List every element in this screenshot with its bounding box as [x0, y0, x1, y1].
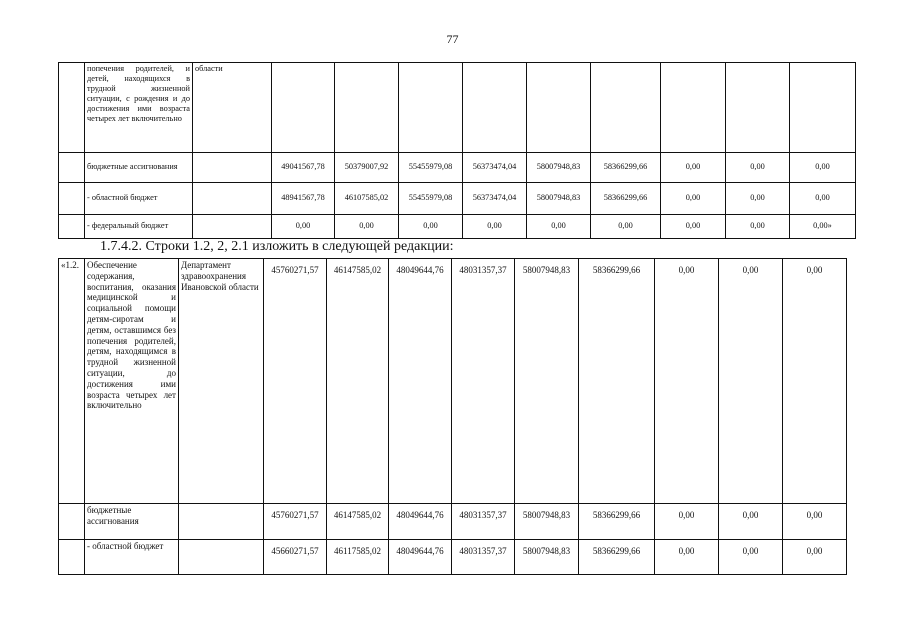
value-cell: 58007948,83 — [527, 153, 591, 183]
value-cell: 0,00 — [463, 215, 527, 239]
row-number-cell — [59, 63, 85, 153]
row-number-cell — [59, 153, 85, 183]
value-cell: 0,00 — [719, 504, 783, 540]
executor-cell — [179, 504, 264, 540]
table-row — [59, 153, 856, 183]
value-cell: 45760271,57 — [264, 504, 327, 540]
executor-cell — [193, 215, 272, 239]
value-cell: 48049644,76 — [389, 504, 452, 540]
row-label-cell: бюджетные ассигнования — [85, 153, 193, 183]
value-cell — [399, 63, 463, 153]
value-cell: 0,00 — [790, 153, 856, 183]
row-number-cell — [59, 215, 85, 239]
value-cell: 45760271,57 — [264, 259, 327, 504]
value-cell: 48049644,76 — [389, 259, 452, 504]
value-cell — [661, 63, 726, 153]
value-cell: 48941567,78 — [272, 183, 335, 215]
value-cell — [726, 63, 790, 153]
value-cell — [790, 63, 856, 153]
value-cell: 58007948,83 — [515, 504, 579, 540]
executor-cell — [193, 153, 272, 183]
value-cell: 46147585,02 — [327, 259, 389, 504]
row-label-cell: - областной бюджет — [85, 540, 179, 575]
table-row — [59, 215, 856, 239]
value-cell — [527, 63, 591, 153]
value-cell: 58007948,83 — [515, 540, 579, 575]
executor-cell: Департамент здравоохранения Ивановской области — [179, 259, 264, 504]
value-cell — [591, 63, 661, 153]
value-cell: 55455979,08 — [399, 183, 463, 215]
value-cell: 0,00 — [661, 183, 726, 215]
value-cell: 0,00 — [783, 504, 847, 540]
value-cell: 58366299,66 — [579, 540, 655, 575]
budget-table-continued — [58, 62, 856, 239]
value-cell: 0,00 — [655, 540, 719, 575]
value-cell: 0,00 — [726, 153, 790, 183]
value-cell — [272, 63, 335, 153]
value-cell: 48031357,37 — [452, 540, 515, 575]
value-cell: 46107585,02 — [335, 183, 399, 215]
value-cell: 0,00 — [719, 540, 783, 575]
value-cell: 0,00 — [655, 504, 719, 540]
row-label-cell: бюджетные ассигнования — [85, 504, 179, 540]
value-cell: 0,00 — [783, 259, 847, 504]
value-cell: 0,00 — [655, 259, 719, 504]
value-cell: 58366299,66 — [579, 259, 655, 504]
table-row — [59, 540, 847, 575]
value-cell: 0,00 — [272, 215, 335, 239]
row-name-cell: попечения родителей, и детей, находящихся в трудной жизненной ситуации, с рождения и до достижения ими возраста четырех лет включительно — [85, 63, 193, 153]
table-row — [59, 183, 856, 215]
page-number: 77 — [446, 32, 459, 46]
value-cell: 0,00 — [527, 215, 591, 239]
value-cell: 0,00 — [591, 215, 661, 239]
value-cell: 46147585,02 — [327, 504, 389, 540]
value-cell — [335, 63, 399, 153]
row-label-cell: - областной бюджет — [85, 183, 193, 215]
table-row — [59, 259, 847, 504]
value-cell: 45660271,57 — [264, 540, 327, 575]
value-cell: 48031357,37 — [452, 504, 515, 540]
value-cell: 58366299,66 — [591, 183, 661, 215]
value-cell: 55455979,08 — [399, 153, 463, 183]
value-cell: 58007948,83 — [527, 183, 591, 215]
value-cell: 58366299,66 — [579, 504, 655, 540]
row-number-cell — [59, 183, 85, 215]
value-cell: 48031357,37 — [452, 259, 515, 504]
value-cell: 0,00 — [790, 183, 856, 215]
value-cell: 56373474,04 — [463, 153, 527, 183]
value-cell: 0,00 — [719, 259, 783, 504]
value-cell: 0,00» — [790, 215, 856, 239]
executor-cell — [193, 183, 272, 215]
executor-cell: области — [193, 63, 272, 153]
value-cell: 0,00 — [726, 215, 790, 239]
value-cell: 58366299,66 — [591, 153, 661, 183]
table-row — [59, 63, 856, 153]
row-number-cell — [59, 540, 85, 575]
executor-cell — [179, 540, 264, 575]
value-cell: 49041567,78 — [272, 153, 335, 183]
row-label-cell: - федеральный бюджет — [85, 215, 193, 239]
value-cell: 0,00 — [335, 215, 399, 239]
value-cell: 46117585,02 — [327, 540, 389, 575]
table-row — [59, 504, 847, 540]
row-number-cell: «1.2. — [59, 259, 85, 504]
value-cell — [463, 63, 527, 153]
amendment-heading: 1.7.4.2. Строки 1.2, 2, 2.1 изложить в следующей редакции: — [100, 239, 454, 254]
value-cell: 48049644,76 — [389, 540, 452, 575]
row-name-cell: Обеспечение содержания, воспитания, оказания медицинской и социальной помощи детям-сиротам и детям, оставшимся без попечения родителей, детям, находящимся в трудной жизненной ситуации, до достижения ими возраста четырех лет включительно — [85, 259, 179, 504]
budget-table-new — [58, 258, 847, 575]
value-cell: 0,00 — [399, 215, 463, 239]
value-cell: 56373474,04 — [463, 183, 527, 215]
value-cell: 0,00 — [783, 540, 847, 575]
row-number-cell — [59, 504, 85, 540]
value-cell: 58007948,83 — [515, 259, 579, 504]
value-cell: 0,00 — [726, 183, 790, 215]
value-cell: 50379007,92 — [335, 153, 399, 183]
value-cell: 0,00 — [661, 153, 726, 183]
value-cell: 0,00 — [661, 215, 726, 239]
